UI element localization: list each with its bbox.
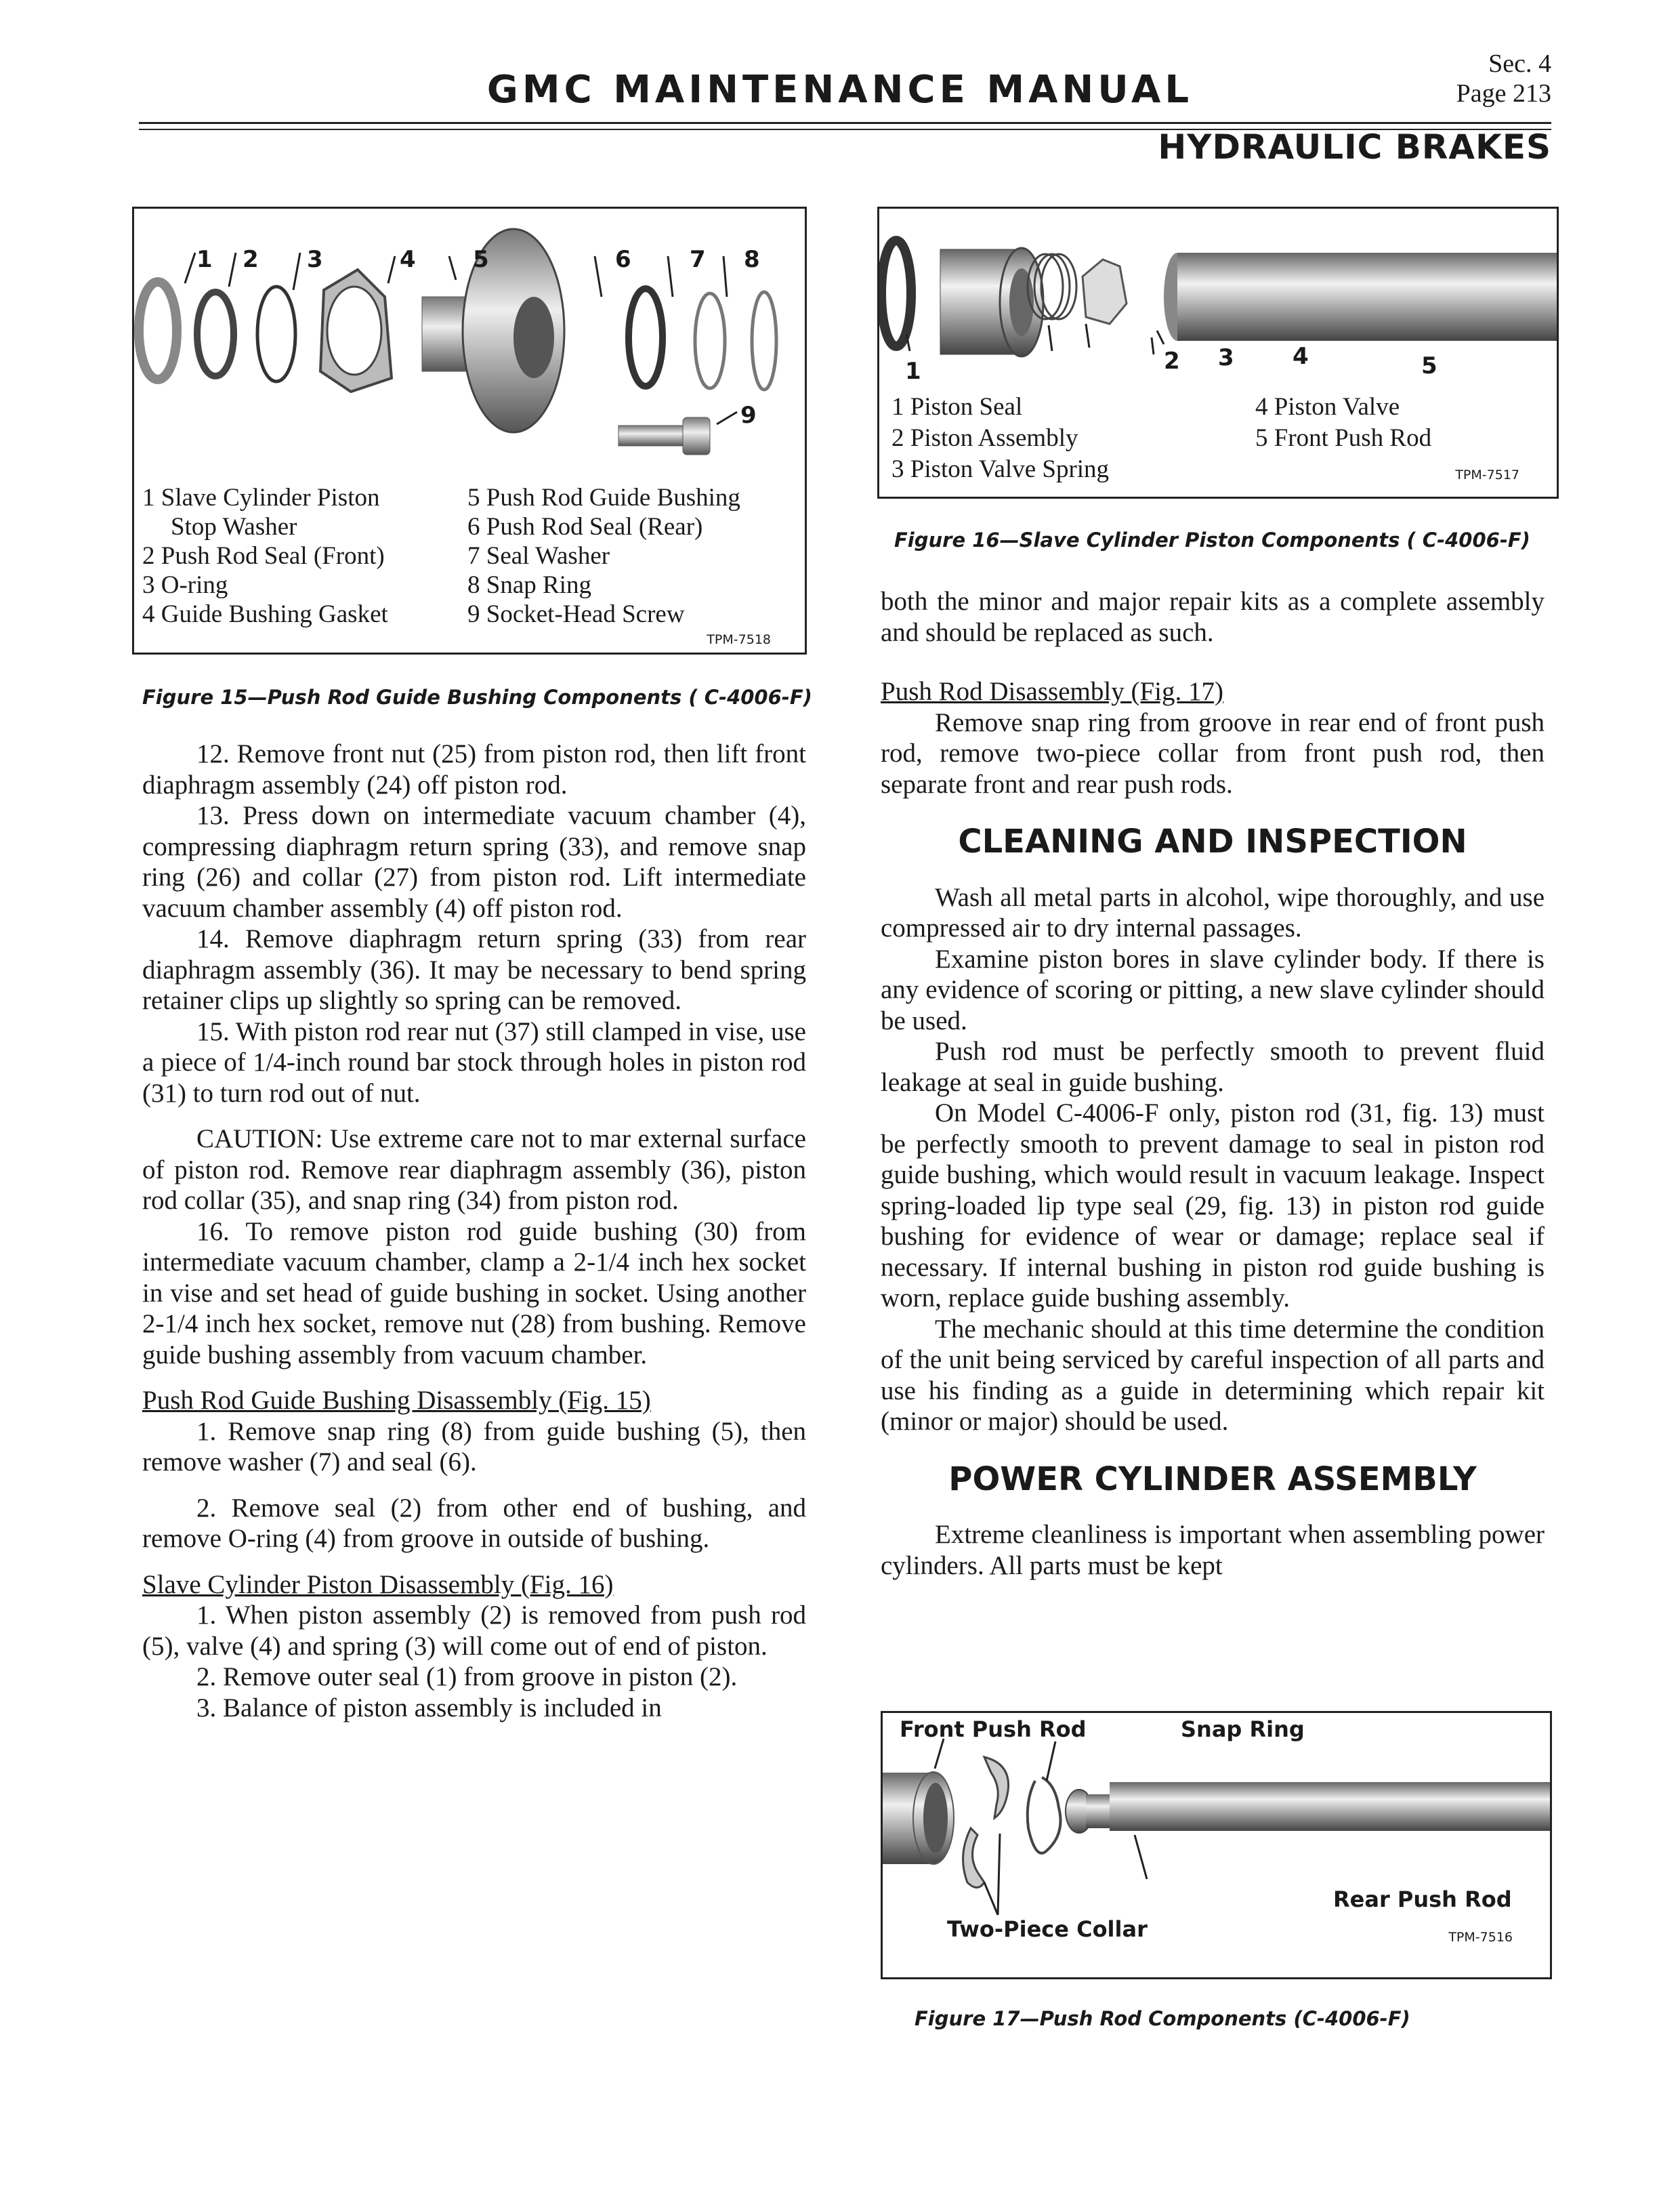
legend-item: 1 Slave Cylinder Piston — [142, 484, 380, 512]
page-number: Page 213 — [1456, 79, 1551, 108]
paragraph: Push rod must be perfectly smooth to prevent fluid leakage at seal in guide bushing. — [881, 1037, 1545, 1097]
label-snap-ring: Snap Ring — [1181, 1716, 1305, 1742]
legend-item: 2 Push Rod Seal (Front) — [142, 542, 385, 570]
legend-item: 8 Snap Ring — [467, 571, 591, 599]
header-rule-top — [139, 122, 1551, 124]
callout-7: 7 — [690, 246, 706, 273]
section-page-block — [1423, 49, 1551, 108]
legend-item: 9 Socket-Head Screw — [467, 600, 685, 628]
subheading: Push Rod Guide Bushing Disassembly (Fig. 15) — [142, 1386, 651, 1415]
figure-16-caption: Figure 16—Slave Cylinder Piston Components ( C-4006-F) — [894, 529, 1530, 552]
paragraph: 2. Remove seal (2) from other end of bushing, and remove O-ring (4) from groove in outside of bushing. — [142, 1493, 806, 1553]
callout-2: 2 — [1164, 348, 1180, 375]
legend-item: 4 Piston Valve — [1255, 393, 1400, 421]
legend-item: 6 Push Rod Seal (Rear) — [467, 513, 703, 541]
figure-16 — [877, 207, 1559, 499]
callout-1: 1 — [905, 358, 921, 385]
label-rear-push-rod: Rear Push Rod — [1333, 1886, 1512, 1912]
figure-16-legend-left — [891, 392, 1109, 485]
paragraph: 3. Balance of piston assembly is included in — [196, 1693, 662, 1722]
paragraph: Wash all metal parts in alcohol, wipe thoroughly, and use compressed air to dry internal passages. — [881, 882, 1545, 943]
label-two-piece-collar: Two-Piece Collar — [947, 1916, 1148, 1942]
paragraph: 16. To remove piston rod guide bushing (30) from intermediate vacuum chamber, clamp a 2-1/4 inch hex socket in vise and set head of guide bushing in socket. Using another 2-1/4 inch hex socket, remove nut (28) from bushing. Remove guide bushing assembly from vacuum chamber. — [142, 1216, 806, 1369]
callout-3: 3 — [1218, 344, 1234, 371]
label-front-push-rod: Front Push Rod — [900, 1716, 1087, 1742]
paragraph: 1. When piston assembly (2) is removed from push rod (5), valve (4) and spring (3) will come out of end of piston. — [142, 1601, 806, 1661]
figure-17 — [881, 1711, 1552, 1979]
manual-title: GMC MAINTENANCE MANUAL — [486, 68, 1194, 112]
legend-item: 1 Piston Seal — [891, 393, 1023, 421]
figure-15-legend-right — [467, 483, 740, 629]
paragraph: both the minor and major repair kits as a complete assembly and should be replaced as such. — [881, 587, 1545, 647]
right-column — [881, 586, 1545, 1581]
legend-item: 5 Front Push Rod — [1255, 424, 1432, 452]
paragraph: Extreme cleanliness is important when assembling power cylinders. All parts must be kept — [881, 1520, 1545, 1580]
legend-item: 5 Push Rod Guide Bushing — [467, 484, 740, 512]
paragraph: 12. Remove front nut (25) from piston rod, then lift front diaphragm assembly (24) off piston rod. — [142, 739, 806, 800]
legend-item: 4 Guide Bushing Gasket — [142, 600, 388, 628]
callout-4: 4 — [400, 246, 416, 273]
figure-17-caption: Figure 17—Push Rod Components (C-4006-F) — [915, 2007, 1410, 2030]
figure-15-caption: Figure 15—Push Rod Guide Bushing Components ( C-4006-F) — [142, 686, 812, 709]
callout-2: 2 — [243, 246, 259, 273]
paragraph: 15. With piston rod rear nut (37) still clamped in vise, use a piece of 1/4-inch round bar stock through holes in piston rod (31) to turn rod out of nut. — [142, 1016, 806, 1108]
figure-16-legend-right — [1255, 392, 1431, 454]
callout-5: 5 — [473, 246, 489, 273]
legend-item: 3 Piston Valve Spring — [891, 455, 1110, 483]
figure-code: TPM-7517 — [1455, 468, 1519, 482]
legend-item: 3 O-ring — [142, 571, 228, 599]
chapter-title: HYDRAULIC BRAKES — [1158, 127, 1551, 167]
section-heading: CLEANING AND INSPECTION — [958, 823, 1467, 861]
callout-9: 9 — [740, 402, 757, 429]
paragraph: Remove snap ring from groove in rear end of front push rod, remove two-piece collar from front push rod, then separate front and rear push rods. — [881, 707, 1545, 799]
figure-code: TPM-7518 — [707, 632, 771, 647]
paragraph: 13. Press down on intermediate vacuum chamber (4), compressing diaphragm return spring (33), and remove snap ring (26) and collar (27) from piston rod. Lift intermediate vacuum chamber assembly (4) off piston rod. — [142, 801, 806, 923]
section-heading: POWER CYLINDER ASSEMBLY — [948, 1460, 1477, 1498]
paragraph: 14. Remove diaphragm return spring (33) from rear diaphragm assembly (36). It may be necessary to bend spring retainer clips up slightly so spring can be removed. — [142, 924, 806, 1015]
callout-5: 5 — [1421, 352, 1437, 379]
paragraph: 2. Remove outer seal (1) from groove in piston (2). — [196, 1662, 738, 1691]
callout-1: 1 — [196, 246, 213, 273]
figure-code: TPM-7516 — [1448, 1930, 1513, 1945]
section-number: Sec. 4 — [1488, 49, 1551, 78]
callout-4: 4 — [1293, 343, 1309, 370]
subheading: Push Rod Disassembly (Fig. 17) — [881, 677, 1223, 706]
legend-item: 2 Piston Assembly — [891, 424, 1078, 452]
paragraph: 1. Remove snap ring (8) from guide bushing (5), then remove washer (7) and seal (6). — [142, 1416, 806, 1477]
legend-item: Stop Washer — [171, 513, 297, 541]
paragraph: The mechanic should at this time determine the condition of the unit being serviced by careful inspection of all parts and use his finding as a guide in determining which repair kit (minor or major) should be used. — [881, 1314, 1545, 1436]
paragraph: On Model C-4006-F only, piston rod (31, fig. 13) must be perfectly smooth to prevent damage to seal in piston rod guide bushing, which would result in vacuum leakage. Inspect spring-loaded lip type seal (29, fig. 13) in piston rod guide bushing for evidence of wear or damage; replace seal if necessary. If internal bushing in piston rod guide bushing is worn, replace guide bushing assembly. — [881, 1098, 1545, 1313]
figure-15 — [132, 207, 807, 655]
left-column — [142, 739, 806, 1723]
caution-paragraph: CAUTION: Use extreme care not to mar external surface of piston rod. Remove rear diaphragm assembly (36), piston rod collar (35), and snap ring (34) from piston rod. — [142, 1124, 806, 1215]
callout-8: 8 — [744, 246, 760, 273]
callout-3: 3 — [307, 246, 323, 273]
paragraph: Examine piston bores in slave cylinder body. If there is any evidence of scoring or pitting, a new slave cylinder should be used. — [881, 944, 1545, 1035]
legend-item: 7 Seal Washer — [467, 542, 610, 570]
callout-6: 6 — [615, 246, 631, 273]
subheading: Slave Cylinder Piston Disassembly (Fig. 16) — [142, 1569, 614, 1599]
figure-15-legend-left — [142, 483, 388, 629]
